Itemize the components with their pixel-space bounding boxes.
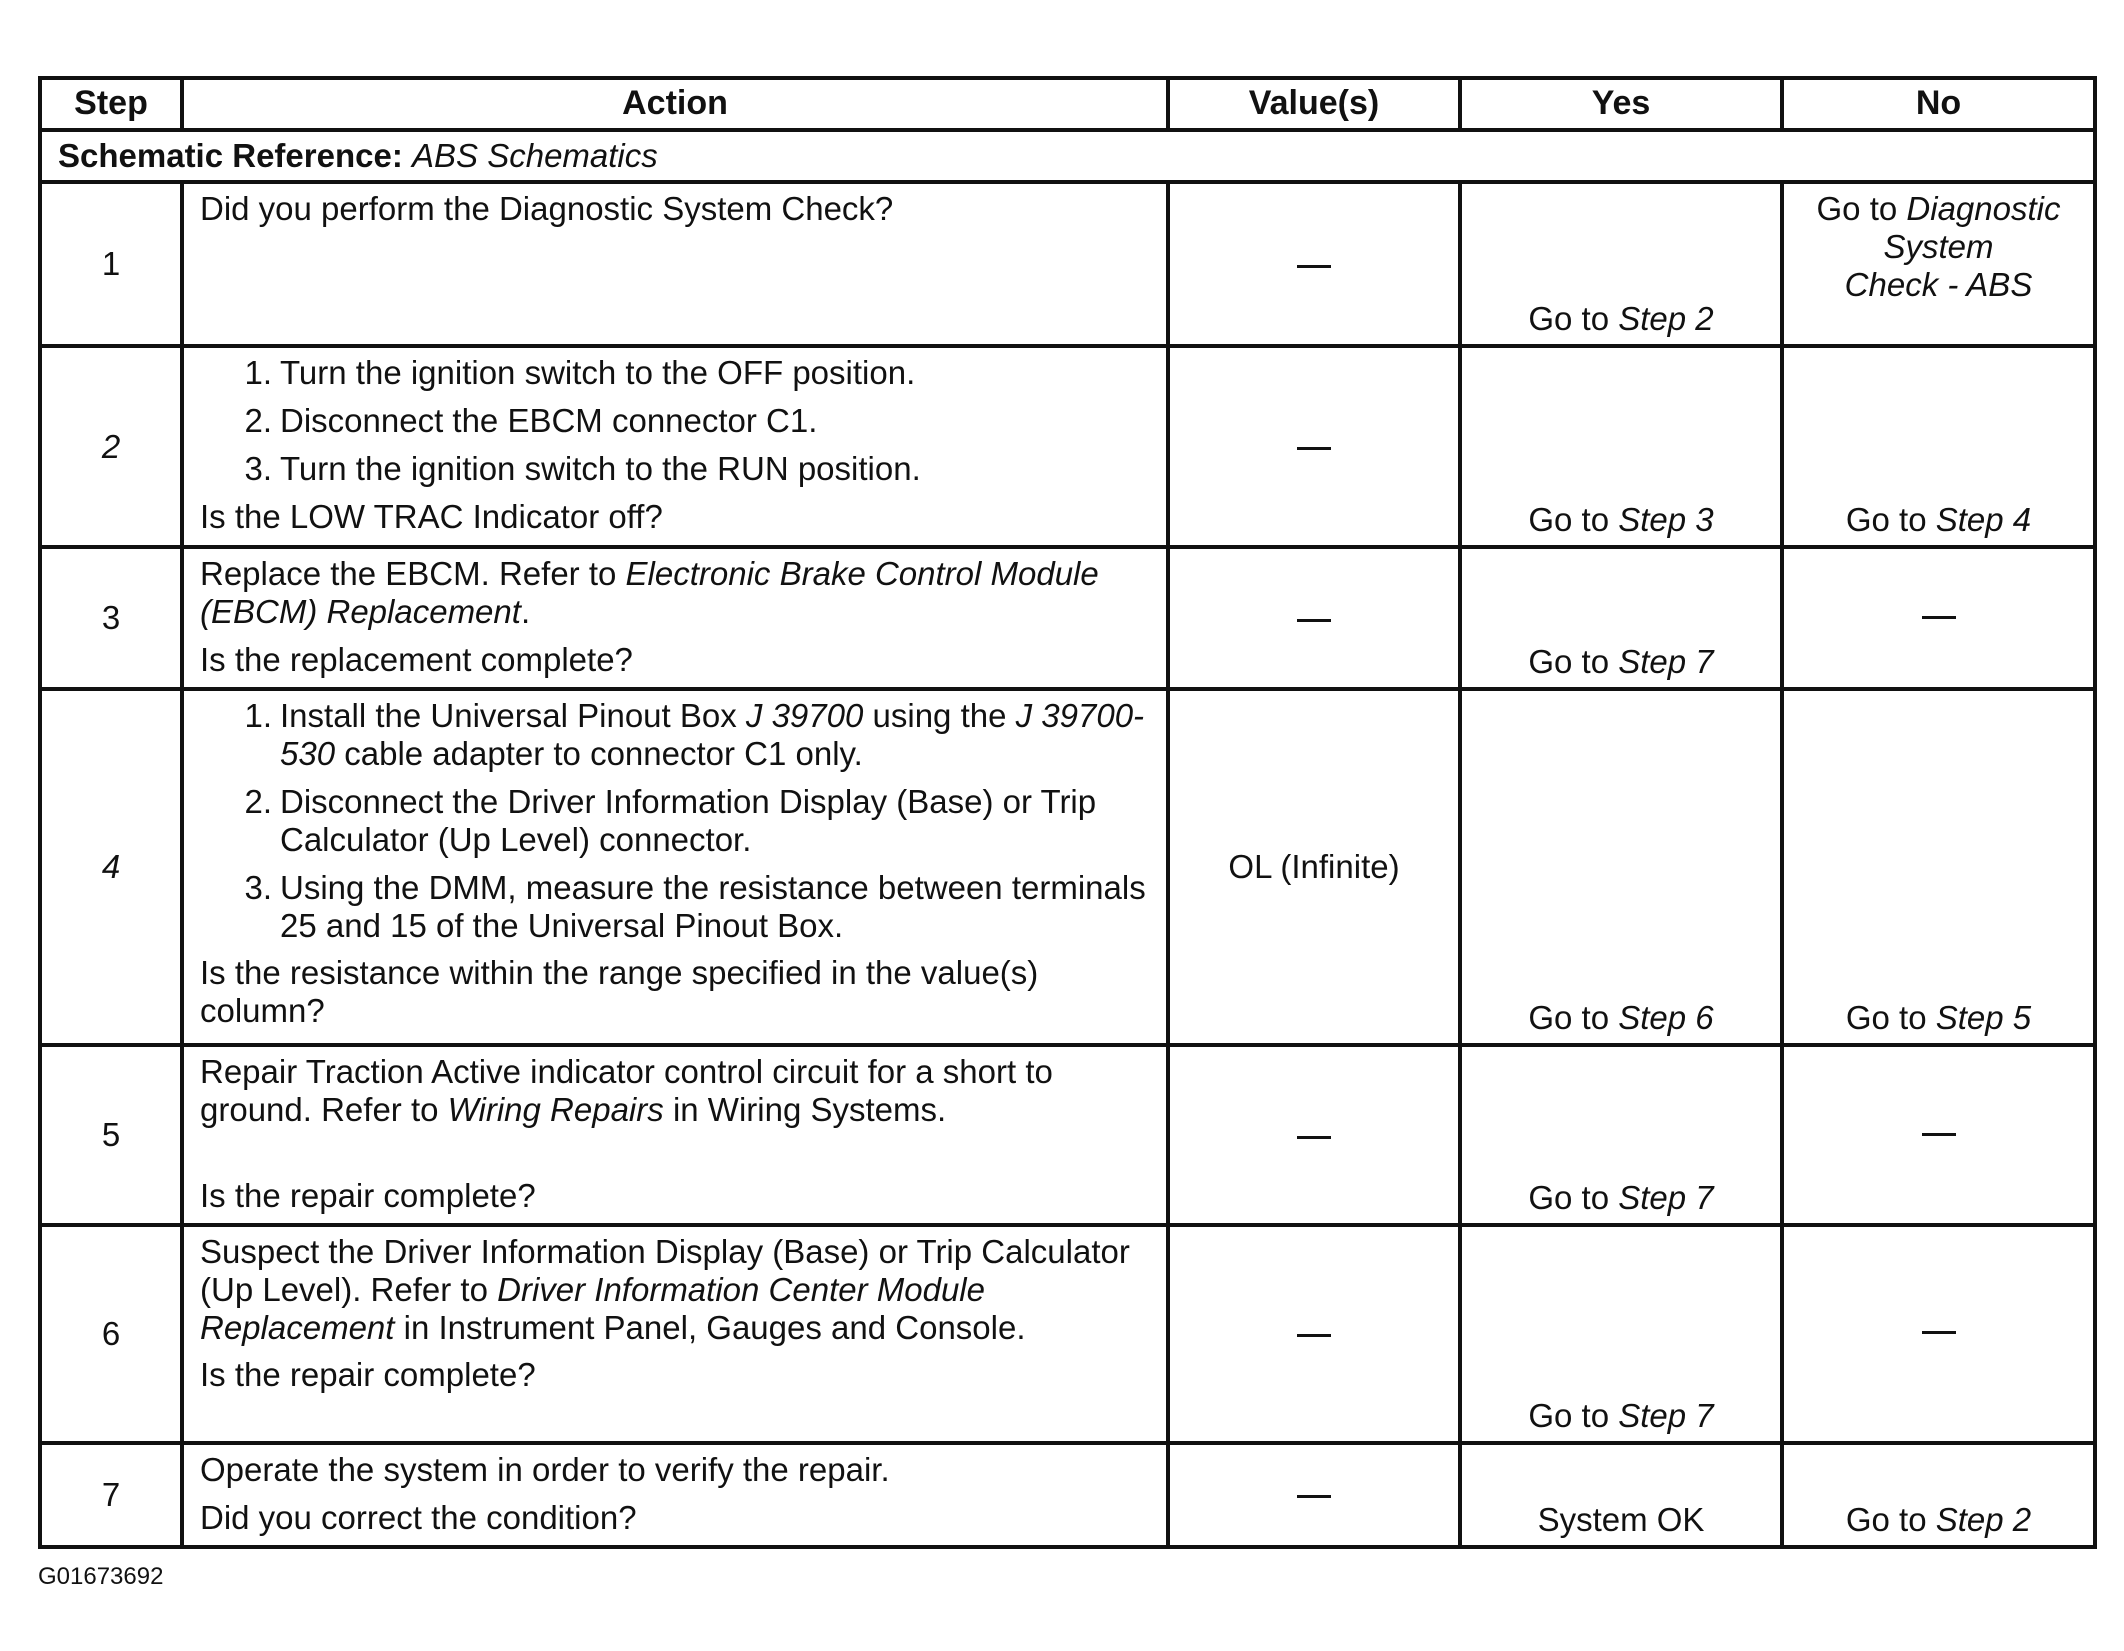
list-text: Disconnect the Driver Information Display (Base) or Trip Calculator (Up Level) connector. — [280, 782, 1097, 858]
tool-number: J 39700 — [745, 696, 864, 734]
header-yes: Yes — [1460, 78, 1782, 130]
question-text: Is the resistance within the range specified in the value(s) column? — [200, 954, 1039, 1030]
schematic-reference-label: Schematic Reference: — [58, 137, 403, 175]
list-item — [200, 869, 1150, 945]
step-number: 2 — [40, 346, 182, 547]
schematic-reference — [40, 130, 2095, 182]
goto-text: Go to — [1528, 998, 1610, 1036]
table-row — [40, 1443, 2095, 1547]
no-cell — [1782, 1443, 2095, 1547]
header-no: No — [1782, 78, 2095, 130]
no-step-link[interactable]: Step 4 — [1935, 501, 2032, 539]
step-number: 1 — [40, 182, 182, 346]
no-cell — [1782, 1225, 2095, 1443]
list-number: 3. — [244, 868, 272, 906]
no-cell — [1782, 182, 2095, 346]
dash — [1297, 619, 1331, 622]
goto-text: Go to — [1528, 300, 1610, 338]
no-step-link[interactable]: Step 5 — [1935, 998, 2032, 1036]
dash — [1297, 1495, 1331, 1498]
no-cell — [1782, 689, 2095, 1045]
yes-step-link[interactable]: Step 7 — [1618, 1178, 1714, 1216]
schematic-reference-row — [40, 130, 2095, 182]
action-cell — [182, 547, 1168, 689]
action-text-end: . — [520, 592, 531, 630]
value-cell — [1168, 182, 1460, 346]
list-text-part: cable adapter to connector C1 only. — [344, 734, 863, 772]
diagnostic-table — [38, 76, 2097, 1549]
yes-cell — [1460, 547, 1782, 689]
header-values: Value(s) — [1168, 78, 1460, 130]
action-cell — [182, 346, 1168, 547]
action-text-plain: Suspect the Driver Information Display (Base) or Trip Calculator (Up Level). Refer to — [200, 1232, 1130, 1308]
question-text: Is the repair complete? — [200, 1176, 536, 1214]
list-text: Disconnect the EBCM connector C1. — [280, 401, 818, 439]
schematic-reference-link[interactable]: ABS Schematics — [412, 137, 658, 175]
step-number: 4 — [40, 689, 182, 1045]
no-step-link[interactable]: Step 2 — [1935, 1500, 2032, 1538]
action-cell — [182, 1443, 1168, 1547]
dash — [1297, 265, 1331, 268]
list-item — [200, 450, 1150, 488]
step-number: 7 — [40, 1443, 182, 1547]
question-text: Is the LOW TRAC Indicator off? — [200, 497, 663, 535]
reference-link[interactable]: Driver Information Center Module Replacement — [200, 1270, 985, 1346]
list-text: Using the DMM, measure the resistance between terminals 25 and 15 of the Universal Pinout Box. — [280, 868, 1146, 944]
no-line1 — [1790, 190, 2087, 228]
table-row — [40, 346, 2095, 547]
yes-step-link[interactable]: Step 7 — [1618, 642, 1714, 680]
reference-link[interactable]: Electronic Brake Control Module (EBCM) Replacement — [200, 555, 1099, 630]
list-number: 2. — [244, 401, 272, 439]
list-text — [280, 697, 1150, 773]
no-line2 — [1790, 228, 2087, 266]
list-number: 3. — [244, 449, 272, 487]
value-cell: OL (Infinite) — [1168, 689, 1460, 1045]
header-row — [40, 78, 2095, 130]
action-list — [200, 354, 1150, 488]
action-text-plain: Replace the EBCM. Refer to — [200, 555, 617, 592]
list-number: 1. — [244, 696, 272, 734]
goto-text: Go to — [1528, 1396, 1610, 1434]
goto-text: Go to — [1528, 642, 1610, 680]
dash — [1297, 1334, 1331, 1337]
step-number: 3 — [40, 547, 182, 689]
action-text-plain: Repair Traction Active indicator control circuit for a short to ground. Refer to — [200, 1052, 1053, 1128]
yes-cell — [1460, 1225, 1782, 1443]
list-item — [200, 783, 1150, 859]
header-step: Step — [40, 78, 182, 130]
yes-cell: System OK — [1460, 1443, 1782, 1547]
no-line3 — [1790, 266, 2087, 304]
no-cell — [1782, 346, 2095, 547]
yes-step-link[interactable]: Step 6 — [1618, 998, 1714, 1036]
spacer — [200, 1139, 1150, 1177]
list-number: 1. — [244, 354, 272, 391]
table-row — [40, 689, 2095, 1045]
table-row — [40, 182, 2095, 346]
yes-cell — [1460, 689, 1782, 1045]
yes-cell — [1460, 346, 1782, 547]
table-row — [40, 1225, 2095, 1443]
dash — [1297, 447, 1331, 450]
goto-text: Go to — [1816, 190, 1898, 227]
action-list — [200, 697, 1150, 945]
question-text: Did you correct the condition? — [200, 1498, 637, 1536]
value-cell — [1168, 1443, 1460, 1547]
goto-text: Go to — [1528, 1178, 1610, 1216]
yes-step-link[interactable]: Step 3 — [1618, 501, 1714, 539]
goto-text: Go to — [1845, 501, 1927, 539]
adapter-number: J 39700-530 — [280, 696, 1145, 772]
goto-text: Go to — [1528, 501, 1610, 539]
dash — [1297, 1136, 1331, 1139]
question-text: Is the replacement complete? — [200, 640, 633, 678]
list-text: Turn the ignition switch to the RUN position. — [280, 449, 921, 487]
step-number: 5 — [40, 1045, 182, 1225]
no-link-system[interactable]: System — [1883, 227, 1994, 265]
goto-text: Go to — [1845, 998, 1927, 1036]
dash — [1922, 1133, 1956, 1136]
yes-cell — [1460, 182, 1782, 346]
list-number: 2. — [244, 782, 272, 820]
header-action: Action — [182, 78, 1168, 130]
dash — [1922, 1331, 1956, 1334]
no-link-check-abs[interactable]: Check - ABS — [1844, 265, 2033, 303]
list-item — [200, 402, 1150, 440]
dash — [1922, 616, 1956, 619]
action-cell — [182, 182, 1168, 346]
no-cell — [1782, 1045, 2095, 1225]
action-cell — [182, 1225, 1168, 1443]
action-text-end: in Wiring Systems. — [672, 1090, 947, 1128]
action-text — [200, 555, 1150, 631]
value-cell — [1168, 346, 1460, 547]
list-text-part: Install the Universal Pinout Box — [280, 696, 737, 734]
action-text — [200, 1233, 1150, 1347]
action-text — [200, 1053, 1150, 1129]
table-row — [40, 547, 2095, 689]
action-text: Operate the system in order to verify the repair. — [200, 1450, 890, 1488]
list-item — [200, 697, 1150, 773]
step-number: 6 — [40, 1225, 182, 1443]
yes-cell — [1460, 1045, 1782, 1225]
action-cell — [182, 1045, 1168, 1225]
no-link-diagnostic[interactable]: Diagnostic — [1906, 190, 2061, 227]
list-item — [200, 354, 1150, 392]
question-text: Is the repair complete? — [200, 1356, 536, 1394]
table-row — [40, 1045, 2095, 1225]
no-cell — [1782, 547, 2095, 689]
value-cell — [1168, 547, 1460, 689]
list-text-part: using the — [872, 696, 1007, 734]
value-cell — [1168, 1225, 1460, 1443]
action-cell — [182, 689, 1168, 1045]
list-text: Turn the ignition switch to the OFF position. — [280, 354, 916, 391]
goto-text: Go to — [1845, 1500, 1927, 1538]
question-text: Did you perform the Diagnostic System Check? — [200, 190, 894, 227]
figure-id: G01673692 — [38, 1563, 164, 1590]
value-cell — [1168, 1045, 1460, 1225]
yes-step-link[interactable]: Step 2 — [1618, 300, 1714, 338]
reference-link[interactable]: Wiring Repairs — [447, 1090, 664, 1128]
action-text-end: in Instrument Panel, Gauges and Console. — [403, 1308, 1026, 1346]
yes-step-link[interactable]: Step 7 — [1618, 1396, 1714, 1434]
